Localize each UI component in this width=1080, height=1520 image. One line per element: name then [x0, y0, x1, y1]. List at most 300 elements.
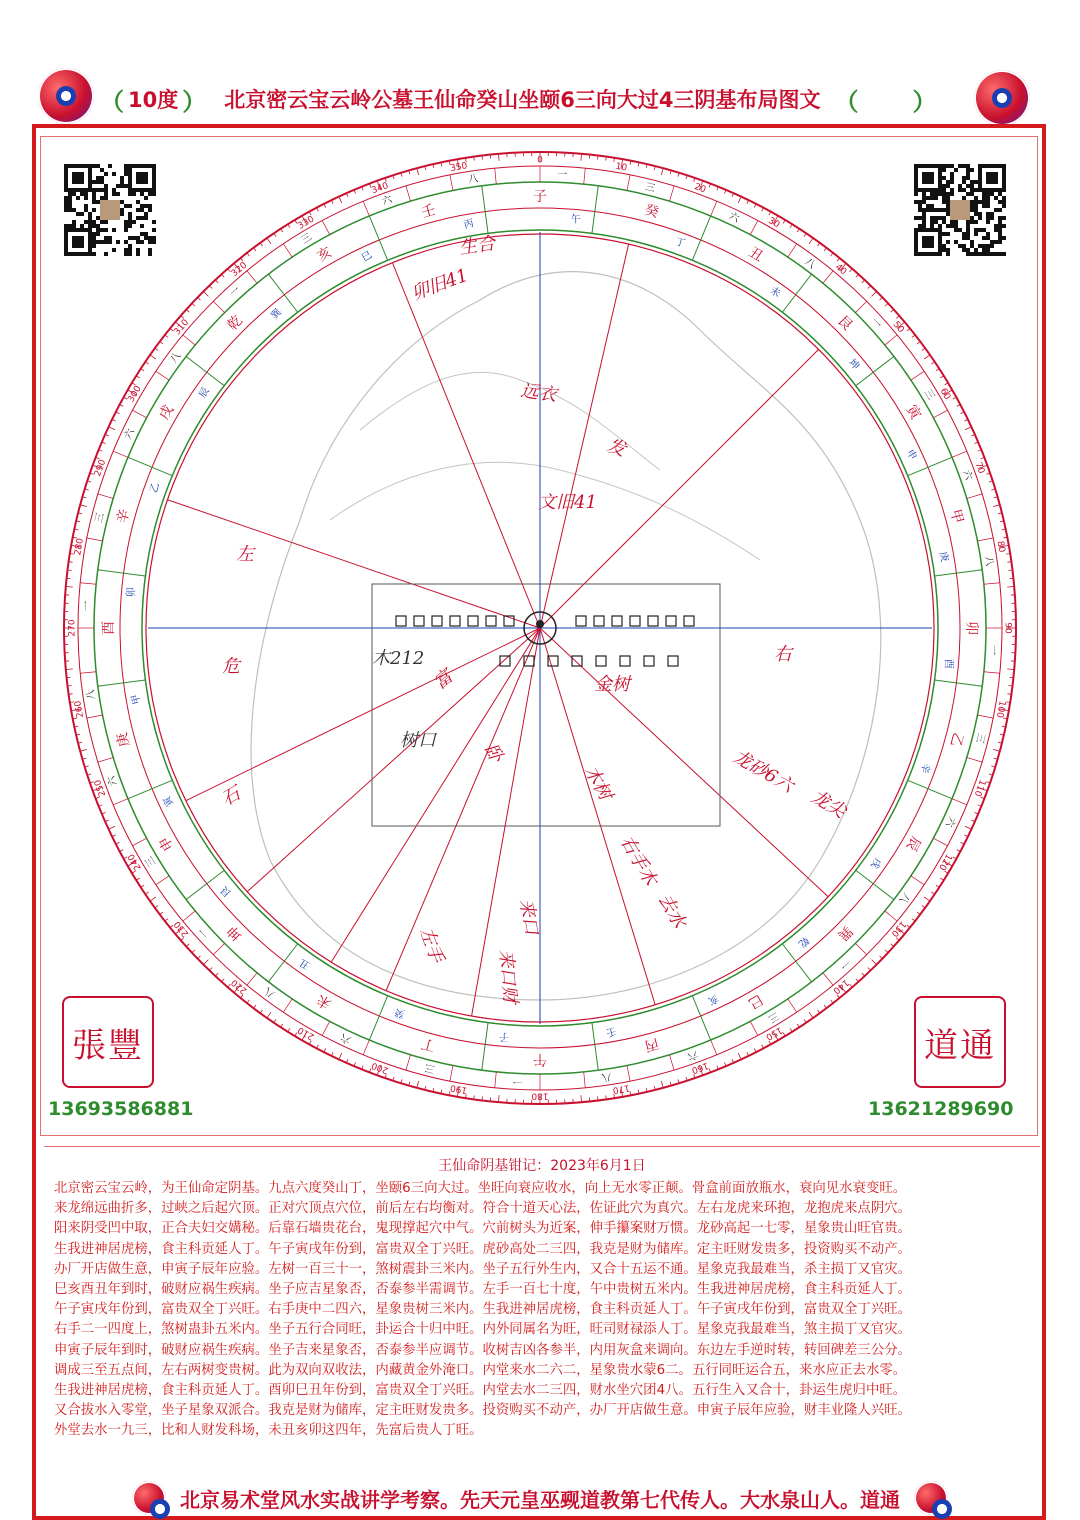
qr-code-left [64, 164, 156, 256]
degree-tick [850, 269, 853, 272]
mountain-label: 辛 [114, 508, 133, 526]
trigram-number: 八 [85, 689, 97, 701]
degree-tick [804, 1019, 806, 1022]
degree-tick [499, 154, 500, 161]
degree-label: 260 [73, 700, 86, 719]
degree-tick [837, 258, 840, 261]
sub-label: 亥 [706, 992, 721, 1008]
degree-tick [856, 979, 859, 982]
notes-line: 北京密云宝云岭，为王仙命定阴基。九点六度癸山丁，坐颐6三向大过。坐旺向衰应收水，向上无水零正颠。骨盒前面放瓶水，衰向见水衰变旺。 [54, 1179, 1030, 1199]
sub-label: 酉 [942, 659, 954, 669]
grave-marker [666, 616, 676, 626]
degree-label: 140 [831, 977, 851, 996]
grave-marker [684, 616, 694, 626]
handwritten-note: 左 [236, 544, 256, 565]
trigram-number: 一 [228, 285, 243, 300]
degree-tick [198, 297, 201, 300]
trigram-number: 一 [81, 601, 92, 612]
hexagram-tick [911, 371, 924, 380]
degree-label: 30 [766, 216, 781, 231]
degree-tick [936, 885, 939, 887]
degree-label: 70 [973, 461, 986, 475]
degree-tick [868, 968, 871, 971]
degree-label: 270 [68, 619, 78, 636]
trigram-number: 一 [869, 316, 884, 331]
direction-line [386, 628, 540, 991]
sector-divider [592, 186, 598, 234]
notes-line: 来龙绵远曲折多，过峡之后起穴顶。正对穴顶点穴位，前后左右均衡对。符合十道天心法，佐证此穴为真穴。左右龙虎来环抱，龙抱虎来点阴穴。 [54, 1199, 1030, 1219]
sub-label: 巳 [359, 249, 374, 264]
trigram-number: 一 [513, 1075, 524, 1086]
hexagram-tick [855, 301, 866, 312]
trigram-number: 八 [897, 891, 912, 906]
degree-tick [885, 303, 888, 306]
degree-label: 50 [891, 320, 906, 335]
handwritten-note: 右手木 [616, 832, 662, 891]
degree-tick [931, 362, 934, 364]
degree-tick [109, 427, 115, 430]
hexagram-tick [156, 876, 169, 885]
sub-label: 丙 [462, 217, 475, 231]
degree-label: 300 [127, 384, 144, 404]
degree-tick [69, 694, 73, 695]
handwritten-note: 卯旧41 [409, 265, 472, 305]
degree-label: 150 [764, 1024, 784, 1041]
degree-tick [817, 1010, 819, 1013]
mountain-label: 申 [155, 833, 177, 854]
degree-tick [872, 291, 877, 296]
trigram-number: 六 [727, 210, 742, 226]
degree-tick [1007, 587, 1014, 588]
sub-label: 申 [904, 447, 920, 462]
grave-marker [596, 656, 606, 666]
degree-tick [912, 335, 915, 337]
sub-label: 艮 [218, 884, 234, 900]
sub-label: 子 [499, 1030, 509, 1042]
hexagram-tick [406, 1055, 411, 1070]
hexagram-tick [98, 494, 113, 499]
sub-label: 寅 [159, 793, 176, 809]
mountain-label: 坤 [224, 922, 246, 944]
handwritten-note: 金树 [594, 674, 633, 695]
degree-tick [69, 562, 73, 563]
degree-tick [209, 968, 212, 971]
mountain-label: 戌 [155, 402, 177, 423]
hexagram-tick [363, 1040, 369, 1055]
hexagram-tick [788, 244, 797, 257]
degree-tick [738, 1053, 741, 1059]
degree-label: 170 [612, 1082, 631, 1095]
grave-marker [644, 656, 654, 666]
degree-label: 290 [93, 458, 108, 478]
tomb-center [536, 620, 544, 628]
degree-label: 80 [994, 540, 1006, 553]
hexagram-tick [627, 175, 630, 191]
mountain-label: 壬 [420, 202, 438, 221]
hexagram-tick [788, 999, 797, 1012]
direction-line [392, 263, 540, 628]
degree-tick [160, 342, 163, 344]
title-text: 北京密云宝云岭公墓王仙命癸山坐颐6三向大过4三阴基布局图文 [224, 84, 820, 114]
degree-tick [797, 1024, 799, 1027]
handwritten-note: 左手 [415, 925, 447, 967]
degree-tick [267, 1012, 271, 1018]
degree-tick [880, 297, 883, 300]
degree-tick [141, 369, 144, 371]
notes-section [44, 1155, 1040, 1515]
sub-label: 壬 [605, 1025, 618, 1039]
direction-line [540, 349, 819, 628]
handwritten-note: 生合 [458, 233, 499, 259]
degree-tick [141, 885, 144, 887]
degree-label: 210 [296, 1024, 316, 1041]
degree-tick [797, 229, 799, 232]
degree-tick [896, 316, 899, 319]
hexagram-tick [495, 168, 497, 184]
mountain-label: 庚 [114, 731, 133, 749]
hexagram-tick [495, 1072, 497, 1088]
mountain-label: 丁 [420, 1035, 438, 1054]
hexagram-tick [156, 371, 169, 380]
hexagram-tick [711, 1040, 717, 1055]
hexagram-tick [363, 201, 369, 216]
sub-label: 辛 [918, 762, 933, 775]
mountain-label: 寅 [903, 402, 924, 423]
hexagram-tick [133, 838, 147, 846]
degree-label: 240 [126, 852, 143, 872]
hexagram-tick [977, 715, 993, 718]
degree-tick [809, 238, 813, 244]
hexagram-tick [183, 911, 195, 921]
trigram-number: 六 [942, 815, 958, 830]
degree-tick [824, 1005, 826, 1008]
mountain-label: 癸 [643, 202, 661, 221]
notes-line: 申寅子辰年到时，破财应祸生疾病。坐子吉来星象否，否泰参半应调节。收树吉凶各参半，内用灰盒来调向。东边左手逆时转，转回碑差三公分。 [54, 1341, 1030, 1361]
mountain-label: 巽 [833, 922, 855, 944]
hexagram-tick [87, 538, 103, 541]
notes-title: 王仙命阴基钳记：2023年6月1日 [44, 1155, 1040, 1175]
handwritten-note: 远衣 [519, 380, 561, 406]
sector-divider [482, 186, 488, 234]
degree-tick [936, 369, 939, 371]
degree-tick [281, 1024, 283, 1027]
mountain-label: 卯 [963, 621, 979, 635]
trigram-number: 三 [644, 181, 657, 195]
sector-divider [482, 1023, 488, 1071]
degree-tick [254, 248, 256, 251]
degree-tick [260, 243, 262, 246]
hexagram-tick [823, 973, 833, 985]
hexagram-tick [984, 583, 1000, 585]
notes-line: 午子寅戌年份到，富贵双全丁兴旺。右手庚中二四六，星象贵树三米内。生我进神居虎榜，食主科贡延人丁。午子寅戌年份到，富贵双全丁兴旺。 [54, 1300, 1030, 1320]
handwritten-note: 来口财 [495, 949, 521, 1008]
hexagram-tick [750, 221, 758, 235]
handwritten-note: 木212 [372, 648, 424, 669]
notes-line: 右手二一四度上，煞树蛊卦五米内。坐子五行合同旺，卦运合十归中旺。内外同属名为旺，旺司财禄添人丁。星象克我最难当，煞主损丁又官灾。 [54, 1320, 1030, 1340]
handwritten-note: 发 [604, 435, 630, 462]
handwritten-note: 树口 [400, 730, 438, 751]
degree-label: 330 [296, 214, 316, 231]
degree-tick [499, 1095, 500, 1102]
degree-tick [203, 960, 208, 965]
notes-line: 生我进神居虎榜，食主科贡延人丁。午子寅戌年份到，富贵双全丁兴旺。虎砂高处二三四，我克是财为储库。定主旺财发贵多，投资购买不动产。 [54, 1240, 1030, 1260]
degree-tick [1007, 562, 1011, 563]
handwritten-note: 去水 [654, 890, 691, 933]
degree-tick [145, 892, 148, 894]
sub-label: 辰 [196, 386, 211, 401]
degree-label: 60 [938, 387, 953, 402]
degree-tick [885, 950, 888, 953]
trigram-number: 一 [837, 957, 852, 972]
hexagram-tick [247, 271, 257, 283]
notes-line: 阳来阴受凹中取，正合夫妇交媾秘。后靠石墙贵花台，鬼现撑起穴中气。穴前树头为近案，伸手攥案财万惯。龙砂高起一七零，星象贵山旺官贵。 [54, 1219, 1030, 1239]
handwritten-note: 木树 [580, 762, 618, 806]
sector-divider [592, 1023, 598, 1071]
degree-label: 130 [889, 919, 908, 939]
degree-label: 10 [615, 162, 628, 174]
degree-tick [965, 427, 971, 430]
degree-label: 310 [173, 317, 192, 337]
degree-tick [215, 973, 218, 976]
handwritten-note: 卧 [480, 740, 509, 769]
degree-label: 280 [73, 537, 86, 556]
trigram-number: 六 [380, 193, 394, 208]
trigram-number: 三 [93, 511, 107, 524]
degree-tick [150, 897, 156, 901]
hexagram-tick [113, 451, 128, 457]
grave-marker [648, 616, 658, 626]
degree-tick [145, 362, 148, 364]
degree-tick [165, 335, 168, 337]
sub-label: 午 [571, 213, 581, 226]
yi-emblem-left [132, 1481, 166, 1515]
slogan-text: 北京易术堂风水实战讲学考察。先天元皇巫觋道教第七代传人。大水泉山人。道通 [180, 1484, 900, 1513]
grave-marker [576, 616, 586, 626]
degree-label: 40 [833, 262, 848, 277]
mountain-label: 丑 [745, 244, 765, 265]
sub-label: 乙 [148, 481, 162, 494]
degree-tick [80, 749, 87, 751]
hexagram-tick [247, 973, 257, 985]
direction-line [186, 628, 540, 801]
mountain-label: 甲 [947, 508, 966, 526]
mountain-label: 酉 [101, 621, 117, 635]
hexagram-tick [967, 757, 982, 762]
page-title: （ 10度 ） 北京密云宝云岭公墓王仙命癸山坐颐6三向大过4三阴基布局图文 （ ） [100, 84, 980, 114]
hexagram-tick [952, 451, 967, 457]
hexagram-tick [885, 335, 897, 345]
grave-marker [486, 616, 496, 626]
sector-divider [186, 870, 224, 899]
degree-tick [155, 348, 158, 350]
slogan-band [32, 1478, 1048, 1518]
trigram-number: 六 [685, 1048, 699, 1063]
terrain-sketch [251, 272, 881, 1000]
degree-label: 160 [690, 1060, 710, 1075]
degree-tick [924, 897, 930, 901]
grave-marker [396, 616, 406, 626]
hexagram-tick [322, 221, 330, 235]
title-degree: 10度 [128, 84, 178, 114]
hexagram-tick [450, 1065, 453, 1081]
degree-tick [804, 233, 806, 236]
mountain-label: 午 [533, 1051, 547, 1067]
sector-divider [935, 570, 983, 576]
degree-tick [417, 1081, 419, 1088]
trigram-number: 一 [987, 645, 998, 656]
direction-line [167, 500, 540, 628]
trigram-number: 三 [143, 854, 158, 869]
hexagram-tick [933, 410, 947, 418]
trigram-number: 一 [197, 925, 212, 940]
degree-tick [274, 1019, 276, 1022]
hexagram-tick [584, 168, 586, 184]
hexagram-tick [80, 672, 96, 674]
trigram-number: 八 [982, 556, 994, 568]
degree-tick [274, 233, 276, 236]
degree-label: 120 [936, 852, 953, 872]
degree-label: 180 [531, 1091, 548, 1101]
degree-tick [281, 229, 283, 232]
degree-tick [891, 309, 894, 312]
sub-label: 卯 [125, 587, 138, 597]
degree-tick [192, 303, 195, 306]
hexagram-tick [450, 175, 453, 191]
hexagram-tick [113, 799, 128, 805]
hexagram-tick [984, 672, 1000, 674]
sector-divider [856, 870, 894, 899]
sub-label: 乾 [796, 934, 812, 950]
degree-label: 340 [370, 181, 390, 196]
degree-tick [221, 274, 224, 277]
degree-tick [661, 168, 663, 175]
mountain-label: 未 [314, 991, 335, 1013]
sector-divider [856, 356, 894, 385]
degree-tick [931, 892, 934, 894]
degree-tick [160, 912, 163, 914]
degree-label: 230 [172, 919, 191, 939]
mountain-label: 丙 [643, 1035, 661, 1054]
degree-tick [581, 154, 582, 161]
sector-divider [98, 570, 146, 576]
sector-divider [268, 274, 297, 312]
degree-tick [606, 1095, 607, 1099]
phone-left[interactable]: 13693586881 [48, 1098, 193, 1120]
trigram-number: 六 [105, 773, 120, 787]
sub-label: 庚 [937, 550, 952, 563]
hexagram-tick [183, 335, 195, 345]
degree-tick [824, 248, 826, 251]
degree-tick [862, 280, 865, 283]
hexagram-tick [967, 494, 982, 499]
mountain-label: 亥 [314, 244, 334, 265]
degree-tick [192, 950, 195, 953]
degree-tick [1007, 669, 1014, 670]
trigram-number: 八 [468, 173, 480, 185]
handwritten-note: 右 [774, 644, 795, 665]
degree-tick [417, 168, 419, 175]
sub-label: 甲 [129, 693, 143, 706]
trigram-number: 三 [299, 231, 314, 246]
degree-label: 110 [972, 778, 987, 798]
yi-emblem-right [914, 1481, 948, 1515]
degree-tick [922, 348, 925, 350]
hexagram-tick [584, 1072, 586, 1088]
mountain-label: 乾 [224, 312, 246, 334]
hexagram-tick [322, 1021, 330, 1035]
degree-tick [817, 243, 819, 246]
notes-line: 办厂开店做生意，申寅子辰年应验。左树一百三十一，煞树震卦三米内。坐子五行外生内，又合十五运不通。星象克我最难当，杀主损丁又官灾。 [54, 1260, 1030, 1280]
trigram-number: 三 [423, 1061, 436, 1075]
degree-tick [831, 1000, 833, 1003]
hexagram-tick [952, 799, 967, 805]
hexagram-tick [911, 876, 924, 885]
degree-tick [831, 253, 833, 256]
degree-tick [66, 669, 73, 670]
degree-tick [856, 274, 859, 277]
trigram-number: 三 [973, 732, 987, 745]
degree-tick [254, 1005, 256, 1008]
direction-line [540, 628, 828, 897]
degree-label: 320 [230, 260, 250, 279]
degree-tick [339, 1053, 342, 1059]
hexagram-tick [283, 244, 292, 257]
degree-tick [809, 1012, 813, 1018]
handwritten-note: 文旧41 [538, 492, 597, 513]
degree-tick [922, 905, 925, 907]
grave-marker [468, 616, 478, 626]
sector-divider [782, 274, 811, 312]
hexagram-tick [213, 301, 224, 312]
hexagram-tick [977, 538, 993, 541]
sub-label: 未 [768, 284, 783, 300]
degree-label: 350 [449, 161, 468, 174]
degree-label: 220 [229, 977, 249, 996]
handwritten-note: 危 [222, 656, 242, 677]
handwritten-note: 石 [218, 782, 247, 811]
notes-line: 生我进神居虎榜，食主科贡延人丁。酉卯巳丑年份到，富贵双全丁兴旺。内堂去水二三四，财水坐穴团4八。五行生入又合十，卦运生虎归中旺。 [54, 1381, 1030, 1401]
hexagram-tick [885, 911, 897, 921]
handwritten-note: 富 [430, 664, 460, 694]
degree-tick [581, 1095, 582, 1102]
degree-tick [917, 912, 920, 914]
hexagram-tick [627, 1065, 630, 1081]
degree-tick [66, 587, 73, 588]
mountain-label: 乙 [947, 731, 966, 749]
phone-right[interactable]: 13621289690 [868, 1098, 1013, 1120]
seal-left: 張豐 [62, 996, 154, 1088]
degree-tick [247, 253, 249, 256]
grave-marker [572, 656, 582, 666]
notes-body [44, 1179, 1040, 1442]
hexagram-tick [133, 410, 147, 418]
degree-tick [872, 960, 877, 965]
sector-divider [782, 944, 811, 982]
trigram-number: 六 [960, 468, 975, 482]
degree-tick [965, 826, 971, 829]
degree-tick [215, 280, 218, 283]
degree-tick [186, 309, 189, 312]
degree-tick [924, 355, 930, 359]
grave-marker [414, 616, 424, 626]
trigram-number: 八 [263, 985, 278, 1000]
hexagram-tick [855, 943, 866, 954]
handwritten-note: 龙砂6六 [730, 746, 799, 798]
degree-label: 190 [449, 1082, 468, 1095]
hexagram-tick [283, 999, 292, 1012]
grave-marker [620, 656, 630, 666]
qr-pattern [64, 164, 156, 256]
